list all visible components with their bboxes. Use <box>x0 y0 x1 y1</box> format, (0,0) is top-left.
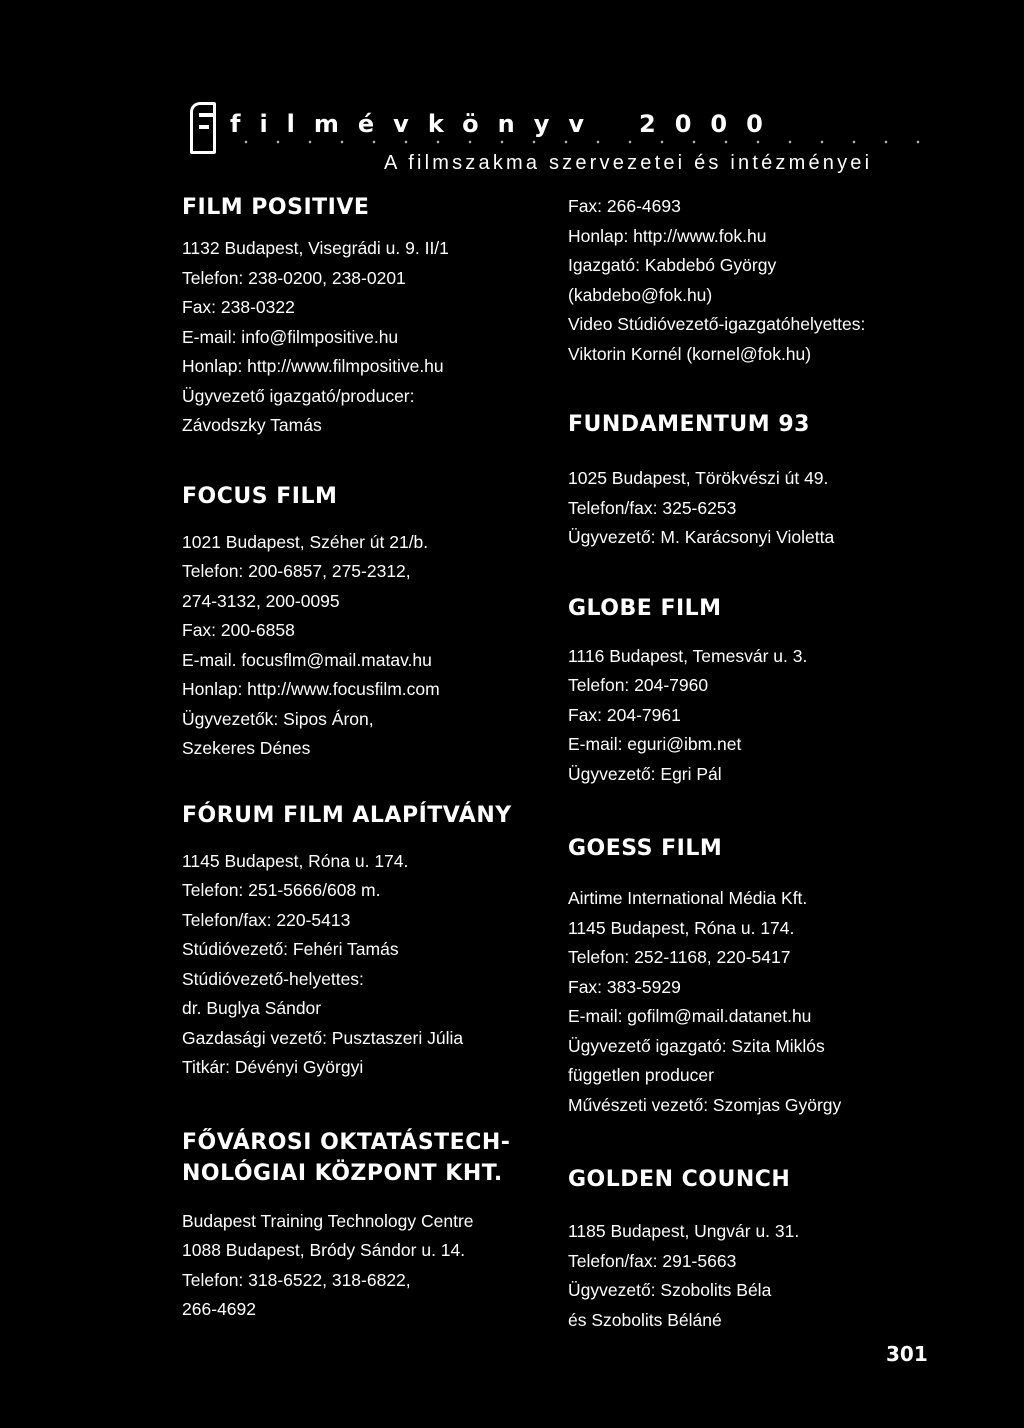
entry-line: Honlap: http://www.filmpositive.hu <box>182 356 444 376</box>
entry-title: GOLDEN COUNCH <box>568 1167 791 1192</box>
entry-line: E-mail: eguri@ibm.net <box>568 734 742 754</box>
entry-title-line-2: NOLÓGIAI KÖZPONT KHT. <box>182 1160 503 1186</box>
entry-line: Fax: 266-4693 <box>568 196 681 216</box>
entry-film-positive <box>182 192 552 441</box>
dotted-rule <box>230 140 935 144</box>
entry-line: Igazgató: Kabdebó György <box>568 255 777 275</box>
entry-line: Szekeres Dénes <box>182 738 311 758</box>
entry-line: Stúdióvezető-helyettes: <box>182 968 364 989</box>
entry-line: 1132 Budapest, Visegrádi u. 9. II/1 <box>182 238 449 258</box>
right-column <box>568 192 968 1335</box>
entry-line: Telefon/fax: 291-5663 <box>568 1250 737 1271</box>
entry-line: Ügyvezető: Szobolits Béla <box>568 1280 772 1300</box>
left-column <box>182 192 552 1325</box>
book-title: filmévkönyv 2000 <box>230 110 782 138</box>
entry-focus-film <box>182 481 552 764</box>
entry-line: Fax: 200-6858 <box>182 620 295 640</box>
entry-line: és Szobolits Béláné <box>568 1309 722 1330</box>
entry-line: 274-3132, 200-0095 <box>182 590 340 611</box>
entry-title: FUNDAMENTUM 93 <box>568 412 810 437</box>
entry-line: Telefon: 252-1168, 220-5417 <box>568 947 791 967</box>
entry-line: független producer <box>568 1065 714 1085</box>
entry-line: E-mail: gofilm@mail.datanet.hu <box>568 1006 812 1026</box>
entry-line: Telefon/fax: 220-5413 <box>182 909 351 930</box>
entry-line: 1116 Budapest, Temesvár u. 3. <box>568 645 808 666</box>
section-subtitle: A filmszakma szervezetei és intézményei <box>384 152 873 174</box>
entry-line: Stúdióvezető: Fehéri Tamás <box>182 939 399 959</box>
entry-line: Telefon/fax: 325-6253 <box>568 497 737 518</box>
entry-line: Telefon: 251-5666/608 m. <box>182 880 381 900</box>
entry-goess-film <box>568 833 968 1120</box>
book-year: 2000 <box>639 110 782 138</box>
entry-line: Závodszky Tamás <box>182 415 322 435</box>
entry-line: Telefon: 204-7960 <box>568 675 709 695</box>
entry-title: GLOBE FILM <box>568 595 722 621</box>
entry-line: (kabdebo@fok.hu) <box>568 284 713 305</box>
entry-line: Telefon: 238-0200, 238-0201 <box>182 267 406 288</box>
entry-line: Fax: 204-7961 <box>568 704 681 725</box>
entry-line: Ügyvezető: Egri Pál <box>568 763 722 784</box>
entry-globe-film <box>568 593 968 790</box>
entry-line: 1088 Budapest, Bródy Sándor u. 14. <box>182 1240 466 1260</box>
entry-line: Ügyvezető igazgató: Szita Miklós <box>568 1035 825 1056</box>
entry-line: Gazdasági vezető: Pusztaszeri Júlia <box>182 1027 464 1048</box>
entry-line: Honlap: http://www.fok.hu <box>568 225 767 246</box>
entry-line: 1185 Budapest, Ungvár u. 31. <box>568 1221 800 1241</box>
entry-title: FOCUS FILM <box>182 483 338 509</box>
entry-forum-film <box>182 800 552 1083</box>
entry-line: Airtime International Média Kft. <box>568 888 808 908</box>
entry-line: Telefon: 318-6522, 318-6822, <box>182 1269 411 1290</box>
entry-line: Művészeti vezető: Szomjas György <box>568 1094 842 1115</box>
entry-line: Telefon: 200-6857, 275-2312, <box>182 561 411 581</box>
entry-line: dr. Buglya Sándor <box>182 998 322 1018</box>
entry-line: Fax: 383-5929 <box>568 976 681 997</box>
entry-line: E-mail: info@filmpositive.hu <box>182 326 399 347</box>
entry-line: Honlap: http://www.focusfilm.com <box>182 679 440 699</box>
entry-line: 1021 Budapest, Széher út 21/b. <box>182 531 429 552</box>
entry-line: Fax: 238-0322 <box>182 297 295 317</box>
entry-line: E-mail. focusflm@mail.matav.hu <box>182 649 432 670</box>
entry-line: Ügyvezetők: Sipos Áron, <box>182 708 374 729</box>
entry-line: Video Stúdióvezető-igazgatóhelyettes: <box>568 314 866 334</box>
entry-line: Ügyvezető: M. Karácsonyi Violetta <box>568 527 835 547</box>
entry-fovarosi <box>182 1127 552 1325</box>
entry-golden-counch <box>568 1164 968 1335</box>
entry-line: 266-4692 <box>182 1299 256 1319</box>
page-header <box>190 102 950 192</box>
film-logo-icon <box>190 102 216 154</box>
entry-fundamentum <box>568 409 968 553</box>
entry-title: FILM POSITIVE <box>182 195 370 220</box>
entry-line: Budapest Training Technology Centre <box>182 1210 474 1231</box>
entry-line: 1145 Budapest, Róna u. 174. <box>568 917 795 938</box>
entry-line: Ügyvezető igazgató/producer: <box>182 385 415 406</box>
entry-title-line-1: FŐVÁROSI OKTATÁSTECH- <box>182 1129 511 1155</box>
entry-line: 1025 Budapest, Törökvészi út 49. <box>568 468 829 488</box>
entry-fovarosi-continued <box>568 192 968 369</box>
entry-line: Titkár: Dévényi Györgyi <box>182 1057 364 1077</box>
page-number: 301 <box>886 1342 928 1366</box>
entry-line: 1145 Budapest, Róna u. 174. <box>182 850 409 871</box>
entry-title: FÓRUM FILM ALAPÍTVÁNY <box>182 802 512 828</box>
entry-title: GOESS FILM <box>568 836 723 861</box>
entry-line: Viktorin Kornél (kornel@fok.hu) <box>568 343 812 364</box>
